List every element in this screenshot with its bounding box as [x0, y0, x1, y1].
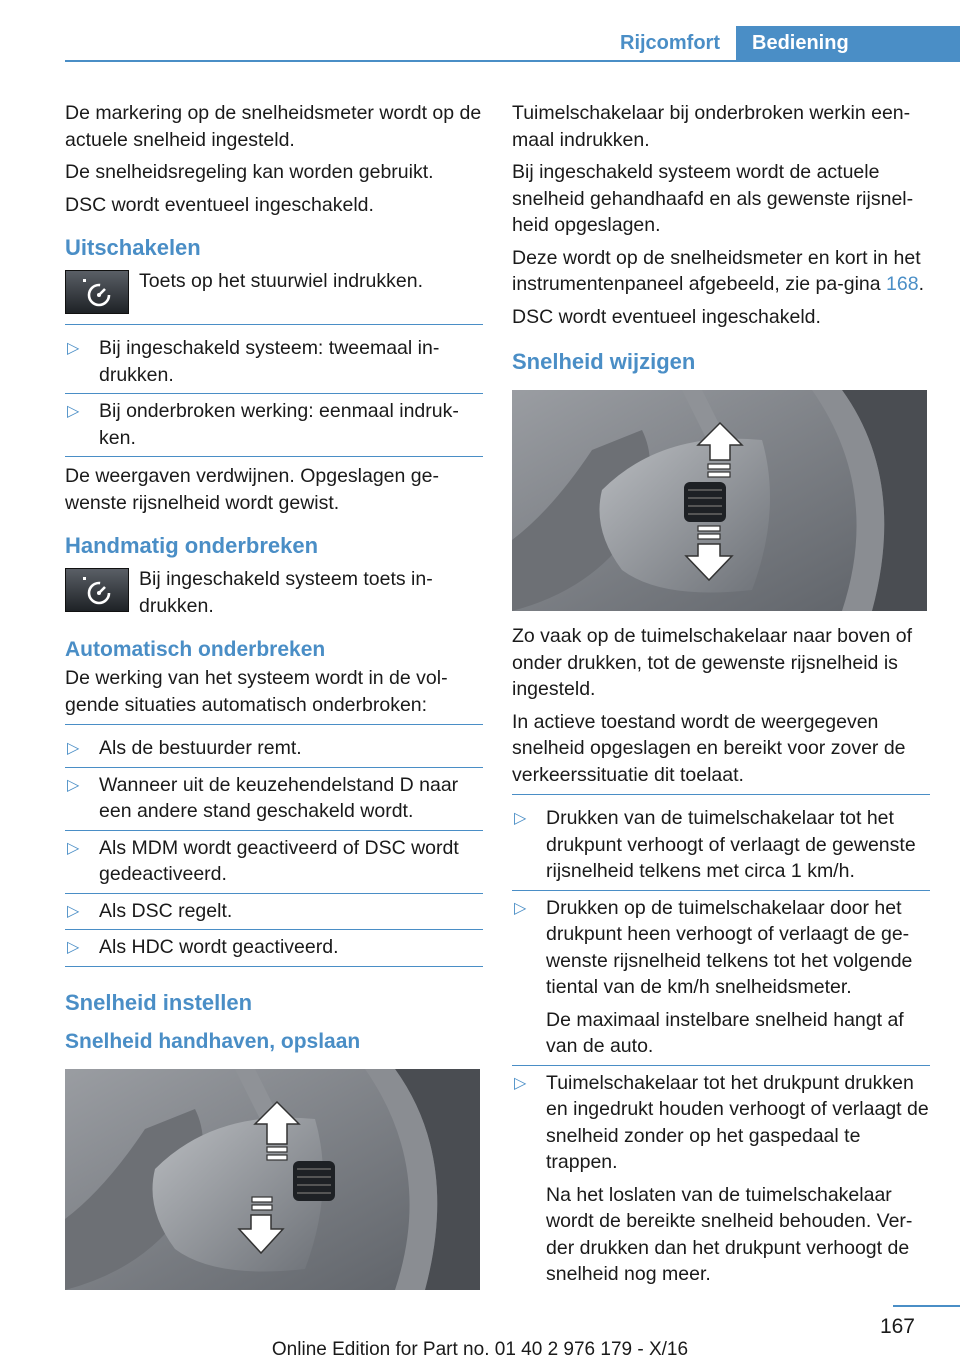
key-text-handmatig: Bij ingeschakeld systeem toets in-drukken. — [139, 568, 433, 617]
header-rule — [65, 60, 960, 62]
page-number: 167 — [879, 1315, 915, 1338]
uitschakelen-list — [65, 331, 483, 457]
heading-snelheid-wijzigen: Snelheid wijzigen — [512, 349, 696, 374]
list-item: ▷ Als MDM wordt geactiveerd of DSC wordt gedeactiveerd. — [65, 831, 483, 894]
divider — [512, 794, 930, 795]
right-paragraph-3: Deze wordt op de snelheidsmeter en kort in het instrumentenpaneel afgebeeld, zie pa-gina 168. — [512, 246, 924, 295]
list-item: ▷ Drukken op de tuimelschakelaar door het drukpunt heen verhoogt of verlaagt de ge-wenste rijsnelheid telkens tot het volgende tiental van de km/h snelheidsmeter. De maximaal instelbare snelheid hangt af van de auto. — [512, 891, 930, 1066]
header-section-tab[interactable]: Rijcomfort — [620, 32, 720, 54]
right-paragraph-2: Bij ingeschakeld systeem wordt de actuele snelheid gehandhaafd en als gewenste rijsnel-heid opgeslagen. — [512, 161, 914, 236]
bullet-triangle-icon: ▷ — [67, 340, 80, 357]
bullet-triangle-icon: ▷ — [67, 839, 80, 857]
automatisch-list — [65, 731, 483, 967]
bullet-triangle-icon: ▷ — [67, 776, 80, 794]
bullet-triangle-icon: ▷ — [514, 1074, 527, 1092]
bullet-triangle-icon: ▷ — [514, 899, 527, 917]
wijzigen-paragraph-2: In actieve toestand wordt de weergegeven snelheid opgeslagen en bereikt voor zover de verkeerssituatie dit toelaat. — [512, 710, 906, 786]
automatisch-intro: De werking van het systeem wordt in de vol-gende situaties automatisch onderbroken: — [65, 667, 448, 716]
steering-wheel-rocker-image — [65, 1069, 480, 1290]
key-row-handmatig — [65, 566, 483, 619]
left-column — [65, 100, 483, 1290]
intro-paragraph-3: DSC wordt eventueel ingeschakeld. — [65, 193, 374, 216]
divider — [65, 724, 483, 725]
cruise-control-key-icon — [65, 270, 129, 314]
bullet-triangle-icon: ▷ — [67, 740, 80, 757]
list-item: ▷ Als de bestuurder remt. — [65, 731, 483, 768]
right-column — [512, 100, 930, 1293]
heading-snelheid-instellen: Snelheid instellen — [65, 989, 253, 1015]
heading-snelheid-handhaven: Snelheid handhaven, opslaan — [65, 1029, 361, 1053]
key-row-uitschakelen — [65, 268, 483, 314]
list-item: ▷ Als HDC wordt geactiveerd. — [65, 930, 483, 967]
key-text-uitschakelen: Toets op het stuurwiel indrukken. — [139, 270, 423, 292]
intro-paragraph-2: De snelheidsregeling kan worden gebruikt. — [65, 161, 434, 183]
right-paragraph-4: DSC wordt eventueel ingeschakeld. — [512, 305, 821, 328]
cruise-control-key-icon — [65, 568, 129, 612]
heading-uitschakelen: Uitschakelen — [65, 235, 201, 260]
footer-rule — [893, 1305, 960, 1307]
heading-handmatig: Handmatig onderbreken — [65, 533, 319, 558]
bullet-triangle-icon: ▷ — [67, 403, 80, 420]
wijzigen-paragraph-1: Zo vaak op de tuimelschakelaar naar boven of onder drukken, tot de gewenste rijsnelheid is ingesteld. — [512, 625, 912, 700]
divider — [65, 324, 483, 325]
list-item: ▷ Wanneer uit de keuzehendelstand D naar een andere stand geschakeld wordt. — [65, 768, 483, 831]
header-chapter-tab[interactable]: Bediening — [736, 26, 960, 62]
steering-wheel-rocker-image — [512, 390, 927, 611]
right-paragraph-1: Tuimelschakelaar bij onderbroken werkin een-maal indrukken. — [512, 102, 911, 151]
bullet-triangle-icon: ▷ — [67, 902, 80, 920]
list-item: ▷ Drukken van de tuimelschakelaar tot het drukpunt verhoogt of verlaagt de gewenste rijsnelheid telkens met circa 1 km/h. — [512, 801, 930, 891]
uitschakelen-after: De weergaven verdwijnen. Opgeslagen ge-wenste rijsnelheid wordt gewist. — [65, 465, 439, 514]
list-item: ▷ Bij onderbroken werking: eenmaal indruk-ken. — [65, 394, 483, 457]
page-link[interactable]: 168 — [886, 273, 919, 295]
footer-edition: Online Edition for Part no. 01 40 2 976 179 - X/16 — [271, 1339, 689, 1360]
list-item: ▷ Als DSC regelt. — [65, 894, 483, 931]
bullet-triangle-icon: ▷ — [67, 939, 80, 956]
intro-paragraph-1: De markering op de snelheidsmeter wordt op de actuele snelheid ingesteld. — [65, 102, 482, 151]
wijzigen-list — [512, 801, 930, 1293]
list-item: ▷ Tuimelschakelaar tot het drukpunt drukken en ingedrukt houden verhoogt of verlaagt de snelheid zonder op het gaspedaal te trappen. Na het loslaten van de tuimelschakelaar wordt de bereikte snelheid behouden. Ver-der drukken dan het drukpunt verhoogt de snelheid nog meer. — [514, 1071, 929, 1285]
list-item: ▷ Bij ingeschakeld systeem: tweemaal in-drukken. — [65, 331, 483, 394]
bullet-triangle-icon: ▷ — [514, 810, 527, 827]
heading-automatisch: Automatisch onderbreken — [65, 638, 326, 661]
